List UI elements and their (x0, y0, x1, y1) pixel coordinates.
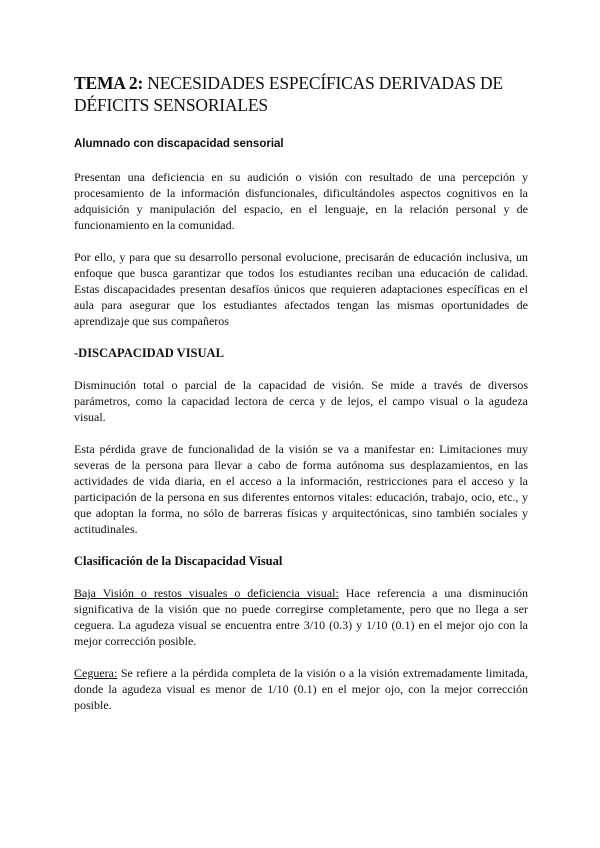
classification-text: Se refiere a la pérdida completa de la visión o a la visión extremadamente limitada, donde la agudeza visual es menor de 1/10 (0.1) en el mejor ojo, con la mejor corrección posible. (74, 666, 528, 712)
title-tema-label: TEMA 2: (74, 73, 144, 93)
document-page (74, 72, 528, 729)
visual-section-heading: -DISCAPACIDAD VISUAL (74, 346, 224, 360)
intro-paragraph: Por ello, y para que su desarrollo personal evolucione, precisarán de educación inclusiva, un enfoque que busca garantizar que todos los estudiantes reciban una educación de calidad. Estas discapacidades presentan desafíos únicos que requieren adaptaciones específicas en el aula para asegurar que los estudiantes afectados tengan las mismas oportunidades de aprendizaje que sus compañeros (74, 250, 528, 328)
title-text: NECESIDADES ESPECÍFICAS DERIVADAS DE DÉFICITS SENSORIALES (74, 73, 503, 115)
visual-paragraph: Esta pérdida grave de funcionalidad de la visión se va a manifestar en: Limitaciones muy severas de la persona para llevar a cabo de forma autónoma sus desplazamientos, en las actividades de vida diaria, en el acceso a la información, restricciones para el acceso y la participación de la persona en sus diferentes entornos vitales: educación, trabajo, ocio, etc., y que adoptan la forma, no sólo de barreras físicas y arquitectónicas, sino también sociales y actitudinales. (74, 442, 528, 536)
classification-term: Ceguera: (74, 666, 118, 680)
classification-item-low-vision (74, 585, 528, 649)
visual-paragraph: Disminución total o parcial de la capacidad de visión. Se mide a través de diversos parámetros, como la capacidad lectora de cerca y de lejos, el campo visual o la agudeza visual. (74, 378, 528, 424)
classification-item-blindness (74, 665, 528, 713)
document-title (74, 72, 528, 116)
classification-term: Baja Visión o restos visuales o deficiencia visual: (74, 586, 339, 600)
intro-paragraph: Presentan una deficiencia en su audición o visión con resultado de una percepción y procesamiento de la información disfuncionales, dificultándoles aspectos cognitivos en la adquisición y manipulación del espacio, en el lenguaje, en la relación personal y de funcionamiento en la comunidad. (74, 170, 528, 232)
section-subtitle: Alumnado con discapacidad sensorial (74, 138, 284, 150)
classification-text: Hace referencia a una disminución significativa de la visión que no puede corregirse completamente, pero que no llega a ser ceguera. La agudeza visual se encuentra entre 3/10 (0.3) y 1/10 (0.1) en el mejor ojo con la mejor corrección posible. (74, 586, 528, 648)
classification-heading: Clasificación de la Discapacidad Visual (74, 554, 283, 568)
